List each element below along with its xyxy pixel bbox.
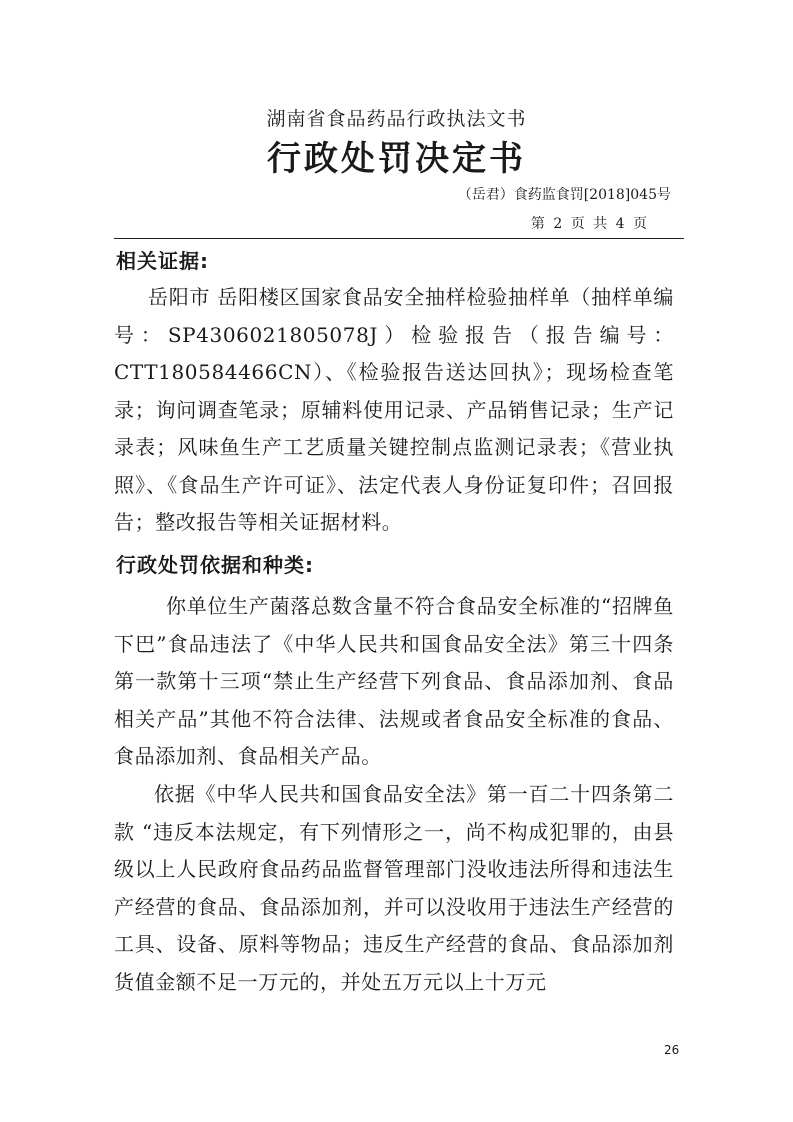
document-title: 行政处罚决定书: [267, 139, 526, 179]
document-number: （岳君）食药监食罚[2018]045号: [457, 187, 671, 203]
evidence-paragraph: 岳阳市 岳阳楼区国家食品安全抽样检验抽样单（抽样单编号：SP4306021805078J）检验报告（报告编号：CTT180584466CN）、《检验报告送达回执》；现场检查笔录；询问调查笔录；原辅料使用记录、产品销售记录；生产记录表；风味鱼生产工艺质量关键控制点监测记录表；《营业执照》、《食品生产许可证》、法定代表人身份证复印件；召回报告；整改报告等相关证据材料。: [114, 285, 674, 534]
page-info: 第 2 页 共 4 页: [530, 216, 647, 232]
penalty-basis-paragraph-2: 依据《中华人民共和国食品安全法》第一百二十四条第二款 “违反本法规定，有下列情形之一，尚不构成犯罪的，由县级以上人民政府食品药品监督管理部门没收违法所得和违法生产经营的食品、食品添加剂，并可以没收用于违法生产经营的工具、设备、原料等物品；违反生产经营的食品、食品添加剂货值金额不足一万元的，并处五万元以上十万元: [114, 782, 674, 994]
section-heading-penalty-basis: 行政处罚依据和种类:: [116, 553, 314, 577]
page-number: 26: [664, 1043, 680, 1057]
issuing-organization: 湖南省食品药品行政执法文书: [266, 108, 527, 130]
section-heading-evidence: 相关证据:: [116, 249, 209, 273]
penalty-basis-paragraph-1: 你单位生产菌落总数含量不符合食品安全标准的“招牌鱼下巴”食品违法了《中华人民共和国食品安全法》第三十四条第一款第十三项“禁止生产经营下列食品、食品添加剂、食品相关产品”其他不符合法律、法规或者食品安全标准的食品、食品添加剂、食品相关产品。: [114, 594, 674, 768]
header-divider: [114, 238, 684, 239]
